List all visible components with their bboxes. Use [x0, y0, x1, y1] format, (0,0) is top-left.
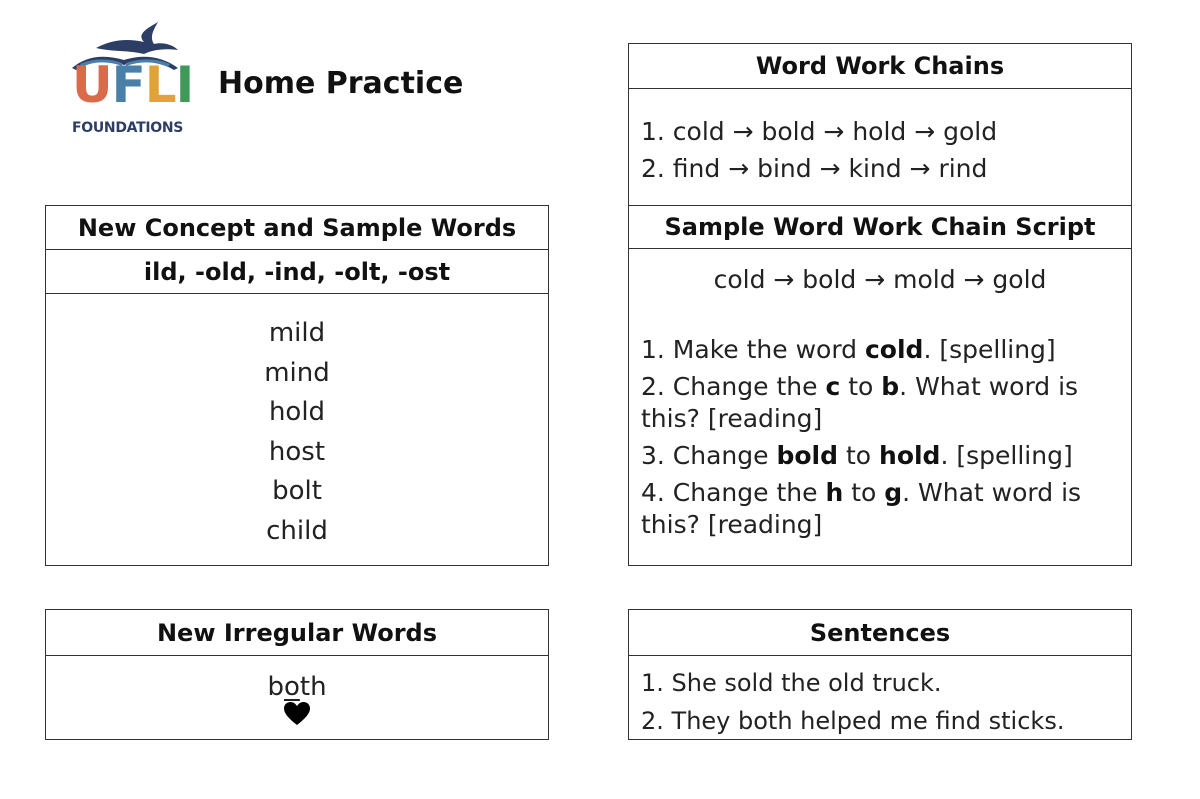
word-work-chains-box [628, 43, 1132, 206]
step-text: 2. Change the [641, 372, 826, 401]
irregular-word-part: th [299, 672, 327, 702]
script-step [641, 440, 1107, 472]
script-step [641, 334, 1107, 366]
step-bold: b [881, 372, 900, 401]
irregular-word-marked-letter: o [283, 672, 300, 702]
script-step [641, 477, 1107, 541]
sample-word: host [268, 436, 326, 467]
step-text: . What word is this? [reading] [641, 478, 1082, 539]
heart-icon [284, 702, 310, 726]
step-text: 4. Change the [641, 478, 826, 507]
page-title: Home Practice [218, 66, 464, 101]
step-text: to [840, 372, 882, 401]
script-chain: cold → bold → mold → gold [713, 265, 1047, 294]
sentence-item: 1. She sold the old truck. [641, 669, 942, 697]
logo-wordmark: UFLI [72, 56, 194, 114]
sample-word: mild [268, 318, 326, 348]
ufli-logo [66, 20, 194, 140]
chain-item: 1. cold → bold → hold → gold [641, 117, 998, 146]
step-text: to [843, 478, 885, 507]
concept-box [45, 205, 549, 566]
sentence-list [629, 656, 1131, 740]
sample-word: mind [264, 357, 330, 388]
concept-pattern: ild, -old, -ind, -olt, -ost [46, 250, 548, 294]
sentence-item: 2. They both helped me find sticks. [641, 707, 1065, 735]
step-bold: g [884, 478, 903, 507]
script-title: Sample Word Work Chain Script [629, 205, 1131, 249]
step-bold: hold [879, 441, 941, 470]
step-text: . [spelling] [940, 441, 1073, 470]
chain-list [629, 89, 1131, 187]
step-text: . What word is this? [reading] [641, 372, 1079, 433]
sample-word-list [46, 294, 548, 552]
chains-title: Word Work Chains [629, 44, 1131, 89]
chain-item: 2. find → bind → kind → rind [641, 154, 988, 183]
step-bold: cold [864, 335, 924, 364]
irregular-word [46, 656, 548, 726]
concept-title: New Concept and Sample Words [46, 206, 548, 250]
step-bold: c [825, 372, 841, 401]
chain-script-box [628, 205, 1132, 566]
step-text: . [spelling] [923, 335, 1056, 364]
irregular-word-part: b [267, 672, 284, 702]
script-step [641, 371, 1107, 435]
step-bold: bold [776, 441, 839, 470]
sentences-title: Sentences [629, 610, 1131, 656]
sentences-box [628, 609, 1132, 740]
sample-word: hold [268, 397, 326, 428]
irregular-words-box [45, 609, 549, 740]
script-steps [629, 294, 1131, 541]
step-bold: h [825, 478, 844, 507]
sample-word: bolt [272, 476, 322, 507]
step-text: to [838, 441, 880, 470]
irregular-title: New Irregular Words [46, 610, 548, 656]
step-text: 3. Change [641, 441, 777, 470]
logo-subtitle: FOUNDATIONS [72, 120, 184, 136]
sample-word: child [266, 515, 328, 546]
step-text: 1. Make the word [641, 335, 865, 364]
